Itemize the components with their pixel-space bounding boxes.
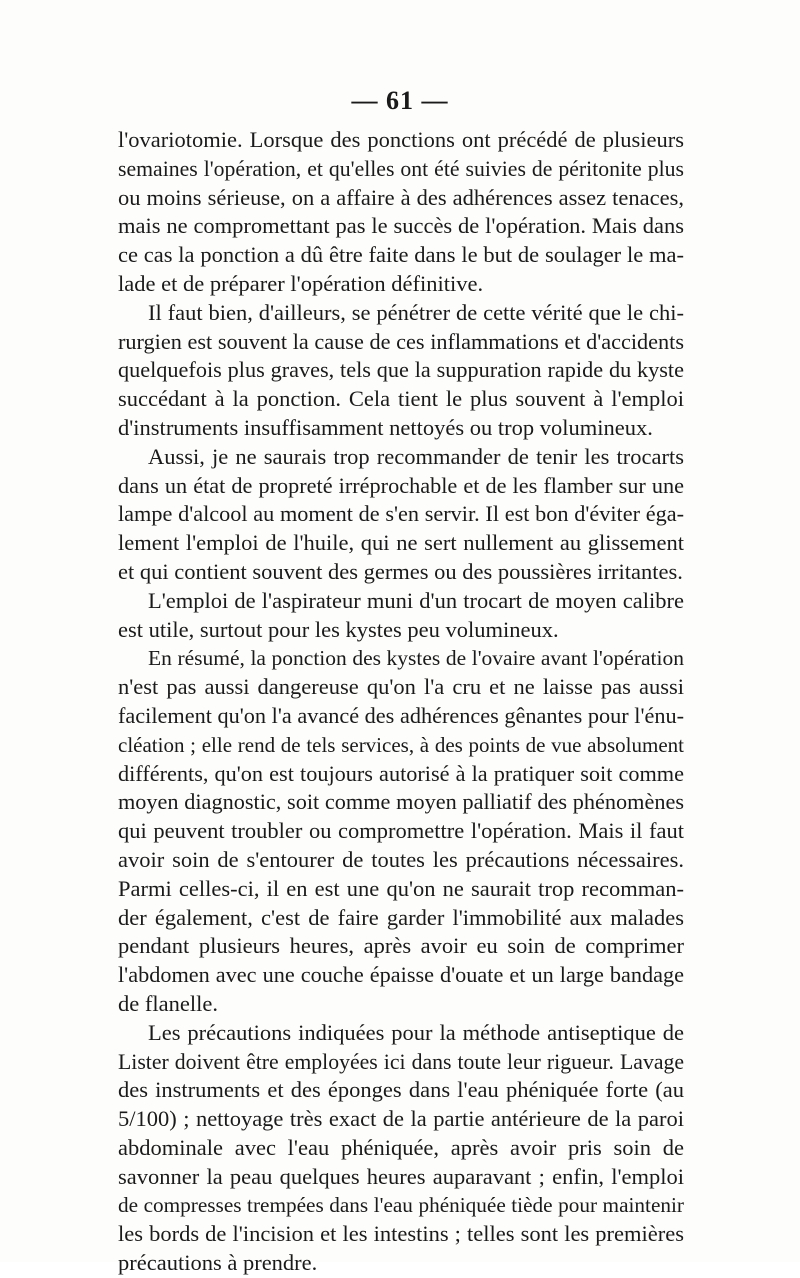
text-line: est utile, surtout pour les kystes peu volumineux. bbox=[118, 616, 559, 642]
text-line: semaines l'opération, et qu'elles ont été suivies de péritonite plus bbox=[118, 156, 684, 181]
text-line: des instruments et des éponges dans l'eau phéniquée forte (au bbox=[118, 1077, 684, 1103]
text-line: abdominale avec l'eau phéniquée, après avoir pris soin de bbox=[118, 1134, 684, 1160]
text-line: et qui contient souvent des germes ou des poussières irritantes. bbox=[118, 558, 683, 584]
text-line: l'ovariotomie. Lorsque des ponctions ont précédé de plusieurs bbox=[118, 127, 684, 152]
text-line: différents, qu'on est toujours autorisé à la pratiquer soit comme bbox=[118, 760, 684, 786]
text-line: Il faut bien, d'ailleurs, se pénétrer de cette vérité que le chi- bbox=[148, 299, 684, 325]
text-line: n'est pas aussi dangereuse qu'on l'a cru et ne laisse pas aussi bbox=[118, 674, 684, 700]
text-line: les bords de l'incision et les intestins ; telles sont les premières bbox=[118, 1221, 684, 1247]
text-line: ou moins sérieuse, on a affaire à des adhérences assez tenaces, bbox=[118, 184, 684, 210]
text-line: savonner la peau quelques heures auparavant ; enfin, l'emploi bbox=[118, 1163, 684, 1189]
text-line: 5/100) ; nettoyage très exact de la partie antérieure de la paroi bbox=[118, 1106, 684, 1132]
text-line: lement l'emploi de l'huile, qui ne sert nullement au glissement bbox=[118, 530, 684, 556]
text-line: succédant à la ponction. Cela tient le plus souvent à l'emploi bbox=[118, 386, 684, 412]
text-line: précautions à prendre. bbox=[118, 1250, 318, 1276]
text-line: cléation ; elle rend de tels services, à des points de vue absolument bbox=[118, 732, 684, 757]
text-line: rurgien est souvent la cause de ces inflammations et d'accidents bbox=[118, 328, 684, 354]
text-line: quelquefois plus graves, tels que la suppuration rapide du kyste bbox=[118, 357, 684, 383]
text-line: lade et de préparer l'opération définitive. bbox=[118, 270, 484, 296]
text-line: mais ne compromettant pas le succès de l'opération. Mais dans bbox=[118, 213, 684, 239]
text-line: moyen diagnostic, soit comme moyen palliatif des phénomènes bbox=[118, 789, 684, 815]
text-line: Lister doivent être employées ici dans toute leur rigueur. Lavage bbox=[118, 1049, 684, 1074]
text-line: L'emploi de l'aspirateur muni d'un trocart de moyen calibre bbox=[148, 587, 684, 613]
text-line: Les précautions indiquées pour la méthode antiseptique de bbox=[148, 1019, 684, 1045]
text-line: de compresses trempées dans l'eau phéniquée tiède pour maintenir bbox=[118, 1193, 684, 1218]
text-line: pendant plusieurs heures, après avoir eu soin de comprimer bbox=[118, 933, 684, 959]
text-line: avoir soin de s'entourer de toutes les précautions nécessaires. bbox=[118, 846, 684, 872]
text-line: l'abdomen avec une couche épaisse d'ouate et un large bandage bbox=[118, 962, 684, 988]
text-line: lampe d'alcool au moment de s'en servir. Il est bon d'éviter éga- bbox=[118, 501, 684, 527]
text-line: ce cas la ponction a dû être faite dans le but de soulager le ma- bbox=[118, 242, 684, 268]
text-line: Aussi, je ne saurais trop recommander de tenir les trocarts bbox=[148, 443, 684, 469]
text-line: facilement qu'on l'a avancé des adhérences gênantes pour l'énu- bbox=[118, 702, 684, 728]
page-number: — 61 — bbox=[351, 86, 449, 115]
text-line: dans un état de propreté irréprochable et de les flamber sur une bbox=[118, 472, 684, 498]
text-line: Parmi celles-ci, il en est une qu'on ne saurait trop recomman- bbox=[118, 875, 684, 901]
text-line: qui peuvent troubler ou compromettre l'opération. Mais il faut bbox=[118, 818, 684, 844]
text-line: En résumé, la ponction des kystes de l'ovaire avant l'opération bbox=[148, 646, 684, 671]
text-line: de flanelle. bbox=[118, 990, 218, 1016]
text-line: der également, c'est de faire garder l'immobilité aux malades bbox=[118, 904, 684, 930]
body-text bbox=[118, 126, 684, 1278]
text-line: d'instruments insuffisamment nettoyés ou trop volumineux. bbox=[118, 414, 653, 440]
